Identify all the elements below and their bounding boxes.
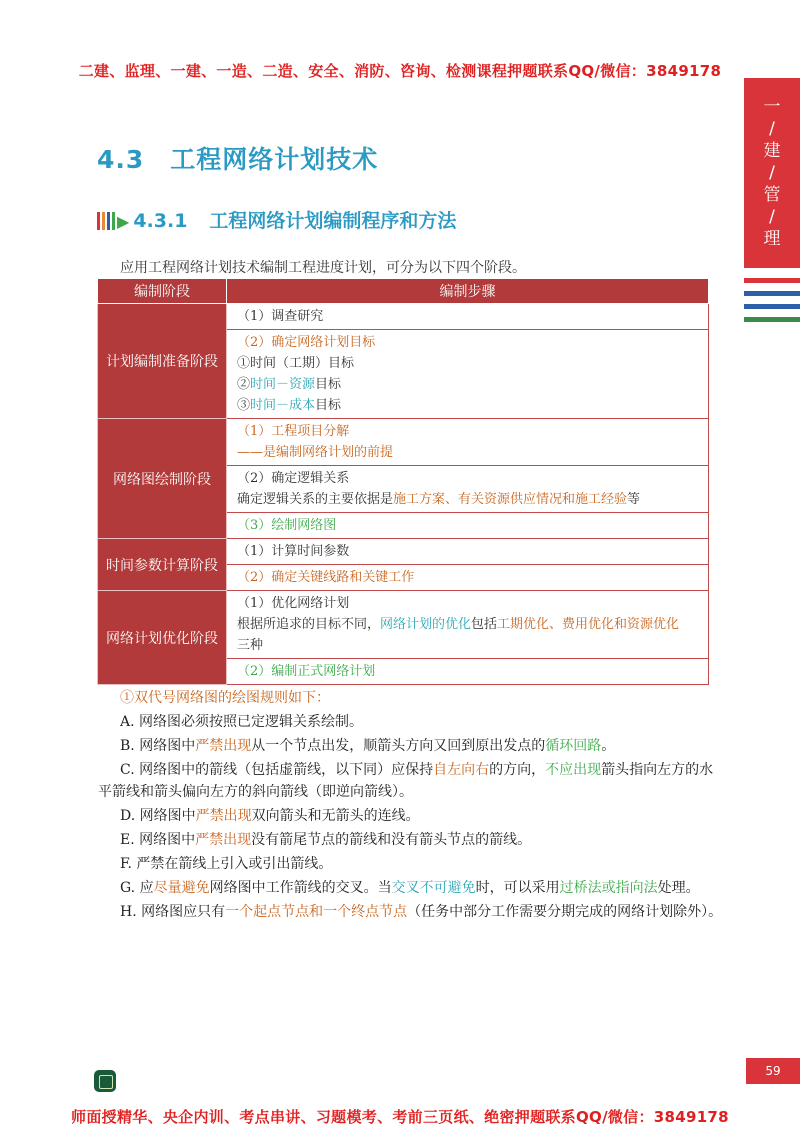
step-text: （3）绘制网络图: [237, 518, 337, 533]
bottom-banner: 师面授精华、央企内训、考点串讲、习题模考、考前三页纸、绝密押题联系QQ/微信：3849178: [71, 1108, 729, 1126]
chevron-right-icon: ▶: [117, 212, 130, 231]
step-text: （2）确定逻辑关系: [237, 471, 350, 486]
step-text: （2）确定网络计划目标: [237, 335, 376, 350]
table-cell: [227, 659, 709, 685]
rule-c-cont: 平箭线和箭头偏向左方的斜向箭线（即逆向箭线）。: [98, 784, 413, 800]
table-cell: [227, 565, 709, 591]
subsection-heading: [97, 206, 456, 233]
page-number: 59: [746, 1058, 800, 1084]
stripe-blue-2: [744, 304, 800, 309]
rule-h: H. 网络图应只有一个起点节点和一个终点节点（任务中部分工作需要分期完成的网络计划除外）。: [120, 904, 723, 920]
step-text: ①时间（工期）目标: [237, 356, 355, 371]
stripe-green: [744, 317, 800, 322]
stripe-red: [744, 278, 800, 283]
step-text: 三种: [237, 638, 264, 653]
step-text: ——是编制网络计划的前提: [237, 445, 394, 460]
table-cell: [227, 419, 709, 466]
rule-f: F. 严禁在箭线上引入或引出箭线。: [120, 856, 333, 872]
side-tab-label: 一 / 建 / 管 / 理: [763, 97, 781, 249]
rule-d: D. 网络图中严禁出现双向箭头和无箭头的连线。: [120, 808, 420, 824]
step-text: （1）计算时间参数: [237, 544, 350, 559]
step-text: （1）工程项目分解: [237, 424, 350, 439]
table-cell: [227, 330, 709, 419]
stage-calculation: 时间参数计算阶段: [98, 539, 227, 591]
step-text: （1）调查研究: [237, 309, 324, 324]
step-text: （1）优化网络计划: [237, 596, 350, 611]
stage-optimization: 网络计划优化阶段: [98, 591, 227, 685]
table-cell: [227, 304, 709, 330]
step-text: ③时间－成本目标: [237, 398, 342, 413]
side-tab: [744, 78, 800, 268]
section-heading: [97, 140, 378, 176]
app-icon: [94, 1070, 116, 1092]
section-title: 工程网络计划技术: [170, 145, 379, 174]
step-text: 确定逻辑关系的主要依据是施工方案、有关资源供应情况和施工经验等: [237, 492, 641, 507]
step-text: ②时间－资源目标: [237, 377, 342, 392]
subsection-title: 工程网络计划编制程序和方法: [209, 210, 457, 232]
stage-drawing: 网络图绘制阶段: [98, 419, 227, 539]
rule-e: E. 网络图中严禁出现没有箭尾节点的箭线和没有箭头节点的箭线。: [120, 832, 532, 848]
heading-bars-icon: [97, 210, 117, 232]
stripe-blue: [744, 291, 800, 296]
section-number: 4.3: [97, 145, 145, 174]
subsection-number: 4.3.1: [133, 210, 188, 232]
table-cell: [227, 513, 709, 539]
rule-b: B. 网络图中严禁出现从一个节点出发，顺箭头方向又回到原出发点的循环回路。: [120, 738, 616, 754]
table-cell: [227, 466, 709, 513]
step-text: 根据所追求的目标不同，网络计划的优化包括工期优化、费用优化和资源优化: [237, 617, 680, 632]
top-banner: 二建、监理、一建、一造、二造、安全、消防、咨询、检测课程押题联系QQ/微信：3849178: [78, 62, 722, 80]
table-cell: [227, 591, 709, 659]
stage-prep: 计划编制准备阶段: [98, 304, 227, 419]
rule-a: A. 网络图必须按照已定逻辑关系绘制。: [120, 714, 364, 730]
step-text: （2）确定关键线路和关键工作: [237, 570, 415, 585]
table-cell: [227, 539, 709, 565]
rules-title: ①双代号网络图的绘图规则如下：: [120, 690, 330, 706]
stages-table: [97, 278, 709, 685]
step-text: （2）编制正式网络计划: [237, 664, 376, 679]
table-header-stage: 编制阶段: [98, 279, 227, 304]
rule-g: G. 应尽量避免网络图中工作箭线的交叉。当交叉不可避免时，可以采用过桥法或指向法处理。: [120, 880, 700, 896]
table-header-steps: 编制步骤: [227, 279, 709, 304]
intro-paragraph: 应用工程网络计划技术编制工程进度计划，可分为以下四个阶段。: [120, 260, 526, 276]
rule-c: C. 网络图中的箭线（包括虚箭线，以下同）应保持自左向右的方向，不应出现箭头指向左方的水: [120, 762, 714, 778]
